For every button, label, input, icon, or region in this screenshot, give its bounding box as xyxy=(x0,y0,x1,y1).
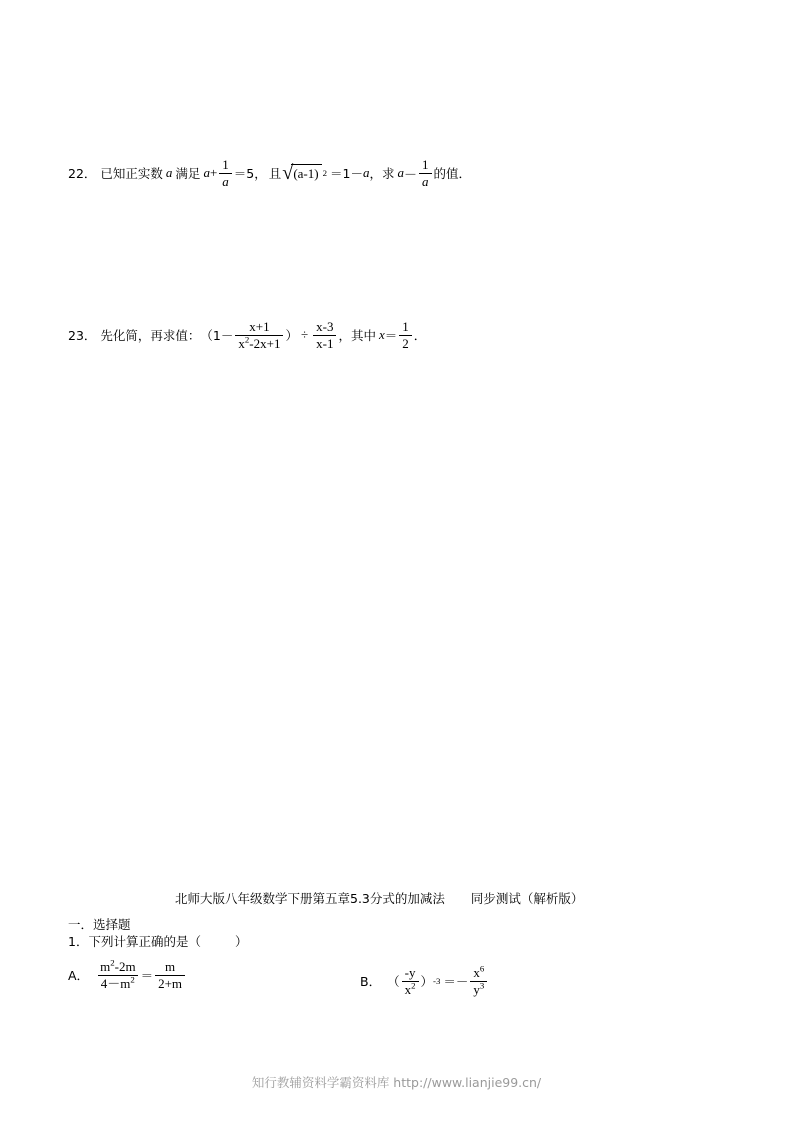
problem-23-equals: ＝ xyxy=(384,328,398,344)
option-a-equals: ＝ xyxy=(140,968,154,984)
option-b-base-fraction xyxy=(402,966,419,996)
problem-23-fraction-1 xyxy=(235,320,283,350)
problem-22-text-3: 且 xyxy=(268,166,282,182)
numerator-exponent: 6 xyxy=(479,963,485,974)
fraction-denominator: a xyxy=(219,173,232,189)
denominator-base: 4－m xyxy=(100,975,131,991)
denominator-exponent: 2 xyxy=(244,334,250,345)
problem-22: 22． 已知正实数 a 满足 a + $\frac{1}{a}$ ＝5， 且 √ (a-1) 2 ＝1－ a ， 求 a － $\frac{1}{a}$ 的值． xyxy=(68,157,472,189)
problem-22-a3: a xyxy=(397,165,404,181)
option-b-close-paren: ） xyxy=(420,974,434,990)
document-title xyxy=(175,889,583,907)
question-1-text: 下列计算正确的是（ xyxy=(88,934,201,949)
fraction-numerator xyxy=(246,320,272,335)
square-root xyxy=(282,162,321,185)
denominator-exponent: 3 xyxy=(479,980,485,991)
denominator-base: x xyxy=(404,981,412,997)
option-b[interactable]: B． （ $\frac{-y}{x^2}$ ） -3 ＝－ $\frac{x^6}{y^3}$ xyxy=(360,966,489,996)
fraction-numerator xyxy=(470,963,487,981)
problem-22-var-a: a xyxy=(165,165,173,181)
problem-22-a2: a xyxy=(362,165,370,181)
question-1-line xyxy=(68,932,247,950)
fraction-denominator xyxy=(470,981,487,997)
option-b-label: B． xyxy=(360,974,382,990)
numerator-text: x+1 xyxy=(249,319,270,334)
problem-22-fraction-1 xyxy=(219,158,232,188)
option-a-lhs-fraction xyxy=(97,957,139,991)
fraction-denominator: x-1 xyxy=(313,335,336,351)
numerator-base: x xyxy=(473,965,480,980)
denominator-exponent: 2 xyxy=(130,974,135,985)
denominator-base: y xyxy=(473,981,480,997)
problem-22-expr-a: a xyxy=(203,165,210,181)
problem-22-text-1: 已知正实数 xyxy=(100,166,163,182)
question-1-number: 1． xyxy=(68,934,89,949)
radicand-base: (a-1) xyxy=(293,166,319,182)
problem-23-fraction-2 xyxy=(313,320,336,350)
fraction-numerator: -y xyxy=(404,965,416,980)
fraction-numerator: m xyxy=(164,959,176,974)
problem-23-text-2: 其中 xyxy=(350,328,376,344)
problem-23-period: ． xyxy=(413,328,427,344)
problem-22-text-2: 满足 xyxy=(175,166,201,182)
fraction-denominator: 2 xyxy=(399,335,412,351)
radical-sign: √ xyxy=(282,162,294,185)
problem-22-text-5: 的值． xyxy=(433,166,472,182)
problem-22-minus: － xyxy=(403,166,417,182)
question-1-close: ） xyxy=(234,934,248,949)
problem-22-equals-2: ＝1－ xyxy=(330,166,363,182)
problem-23-divide: ÷ xyxy=(300,327,309,343)
problem-23-open-paren: （1－ xyxy=(200,328,234,344)
denominator-exponent: 2 xyxy=(411,980,416,991)
problem-23-text-1: 先化简，再求值： xyxy=(100,328,201,344)
problem-22-text-4: 求 xyxy=(381,166,395,182)
radicand xyxy=(291,164,321,182)
option-b-rhs-fraction xyxy=(470,963,487,997)
option-a-label: A． xyxy=(68,968,90,984)
option-b-equals: ＝－ xyxy=(443,974,469,990)
fraction-numerator: x-3 xyxy=(316,319,334,334)
numerator-exponent: 2 xyxy=(110,957,115,968)
fraction-denominator xyxy=(98,975,138,991)
problem-23-close-paren: ） xyxy=(285,328,298,344)
document-title-suffix: 同步测试（解析版） xyxy=(470,891,584,906)
section-heading: 一．选择题 xyxy=(68,917,131,932)
problem-23 xyxy=(68,320,426,350)
option-b-open-paren: （ xyxy=(387,974,400,990)
fraction-denominator: 2+m xyxy=(155,975,185,991)
problem-23-number: 23． xyxy=(68,328,97,344)
fraction-denominator xyxy=(402,981,419,997)
problem-22-comma: ， xyxy=(369,166,382,182)
fraction-numerator: 1 xyxy=(222,157,229,172)
problem-23-var-x: x xyxy=(379,327,385,343)
numerator-base: m xyxy=(100,959,111,974)
numerator-rest: -2m xyxy=(114,959,136,974)
fraction-numerator: 1 xyxy=(422,157,429,172)
problem-22-plus: + xyxy=(209,165,218,181)
problem-22-number: 22． xyxy=(68,166,97,182)
problem-23-fraction-3 xyxy=(399,320,412,350)
fraction-numerator: 1 xyxy=(402,319,409,334)
problem-22-fraction-2 xyxy=(419,158,432,188)
footer-watermark: 知行教辅资料学霸资料库 http://www.lianjie99.cn/ xyxy=(251,1075,542,1090)
problem-23-comma: ， xyxy=(338,328,351,344)
option-a[interactable] xyxy=(68,957,187,991)
fraction-denominator: a xyxy=(419,173,432,189)
problem-22-equals-1: ＝5， xyxy=(233,166,267,182)
document-title-main: 北师大版八年级数学下册第五章5.3分式的加减法 xyxy=(175,891,445,906)
fraction-numerator xyxy=(97,957,139,975)
fraction-denominator xyxy=(235,335,283,351)
denominator-rest: -2x+1 xyxy=(249,335,281,351)
option-a-rhs-fraction xyxy=(155,960,185,990)
denominator-base: x xyxy=(238,335,245,351)
